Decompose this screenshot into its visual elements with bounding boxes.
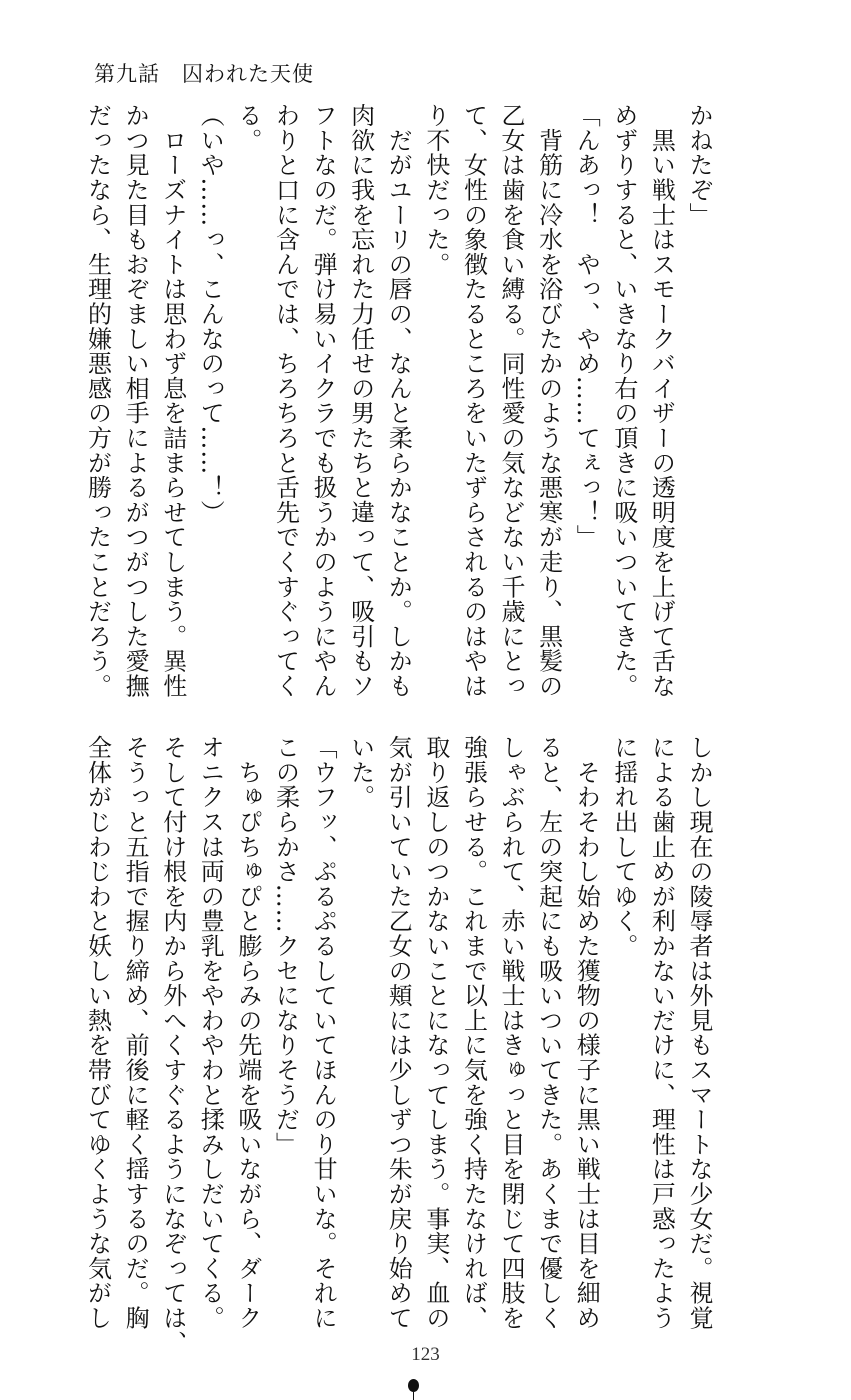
page-number: 123 (411, 1344, 440, 1365)
text-column: 背筋に冷水を浴びたかのような悪寒が走り、黒髪の (534, 103, 563, 699)
text-block-upper (77, 103, 717, 713)
text-column: による歯止めが利かないだけに、理性は戸惑ったよう (647, 735, 676, 1331)
text-column: しかし現在の陵辱者は外見もスマートな少女だ。視覚 (685, 735, 713, 1331)
text-column: 強張らせる。これまで以上に気を強く持たなければ、 (459, 735, 488, 1331)
text-column: ちゅぴちゅぴと膨らみの先端を吸いながら、ダーク (233, 735, 262, 1331)
text-column: ローズナイトは思わず息を詰まらせてしまう。異性 (158, 103, 187, 699)
text-column: 黒い戦士はスモークバイザーの透明度を上げて舌な (647, 103, 676, 699)
text-column: オニクスは両の豊乳をやわやわと揉みしだいてくる。 (196, 735, 225, 1331)
text-column: しゃぶられて、赤い戦士はきゅっと目を閉じて四肢を (497, 735, 526, 1331)
text-column: フトなのだ。弾け易いイクラでも扱うかのようにやん (309, 103, 338, 699)
chapter-header: 第九話 囚われた天使 (94, 62, 314, 86)
text-column: 全体がじわじわと妖しい熱を帯びてゆくような気がし (83, 735, 112, 1331)
text-column: 気が引いていた乙女の頬には少しずつ朱が戻り始めて (384, 735, 413, 1331)
text-column: だったなら、生理的嫌悪感の方が勝ったことだろう。 (83, 103, 112, 699)
text-column: 乙女は歯を食い縛る。同性愛の気などない千歳にとっ (497, 103, 526, 699)
text-column: かつ見た目もおぞましい相手によるがつがつした愛撫 (121, 103, 150, 699)
text-column: かねたぞ」 (685, 103, 713, 227)
text-column: めずりすると、いきなり右の頂きに吸いついてきた。 (609, 103, 638, 699)
text-column: そして付け根を内から外へくすぐるようになぞっては、 (158, 735, 187, 1355)
text-column: り不快だった。 (421, 103, 450, 277)
page-marker-dot (408, 1379, 419, 1392)
text-column: に揺れ出してゆく。 (609, 735, 638, 959)
text-column: 「ウフッ、ぷるぷるしていてほんのり甘いな。それに (309, 735, 338, 1331)
text-column: ると、左の突起にも吸いついてきた。あくまで優しく (534, 735, 563, 1331)
text-column: 「んあっ！ やっ、やめ……てぇっ！」 (572, 103, 601, 550)
page-marker-line (413, 1392, 414, 1400)
text-column: （いや……っ、こんなのって……！） (196, 103, 225, 525)
text-column: て、女性の象徴たるところをいたずらされるのはやは (459, 103, 488, 699)
text-column: そうっと五指で握り締め、前後に軽く揺するのだ。胸 (121, 735, 150, 1331)
text-column: そわそわし始めた獲物の様子に黒い戦士は目を細め (572, 735, 601, 1331)
text-column: る。 (233, 103, 262, 153)
text-column: 取り返しのつかないことになってしまう。事実、血の (421, 735, 450, 1331)
text-column: いた。 (346, 735, 375, 810)
text-column: 肉欲に我を忘れた力任せの男たちと違って、吸引もソ (346, 103, 375, 699)
text-column: わりと口に含んでは、ちろちろと舌先でくすぐってく (271, 103, 300, 699)
text-column: だがユーリの唇の、なんと柔らかなことか。しかも (384, 103, 413, 699)
text-column: この柔らかさ……クセになりそうだ」 (271, 735, 300, 1157)
